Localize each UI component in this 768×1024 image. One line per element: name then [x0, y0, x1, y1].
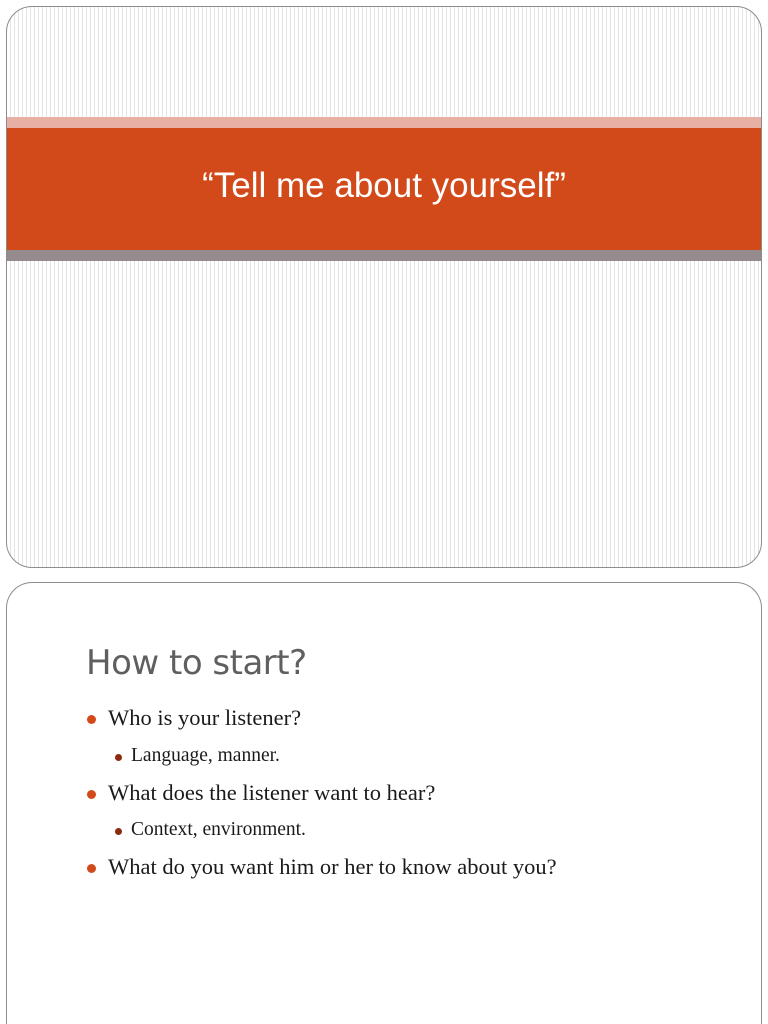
sub-bullet-dot-icon — [115, 754, 122, 761]
bullet-dot-icon — [87, 790, 96, 799]
sub-bullet-dot-icon — [115, 828, 122, 835]
bullet-text: What do you want him or her to know about you? — [108, 854, 557, 879]
bullet-dot-icon — [87, 715, 96, 724]
bullet-item — [108, 705, 301, 731]
sub-bullet-text: Language, manner. — [131, 745, 280, 766]
title-slide — [6, 6, 762, 568]
slide-title: “Tell me about yourself” — [202, 166, 566, 205]
sub-bullet-item — [131, 819, 306, 841]
title-band — [7, 128, 761, 250]
sub-bullet-text: Context, environment. — [131, 819, 306, 840]
bullet-list — [7, 583, 761, 1024]
bullet-dot-icon — [87, 864, 96, 873]
title-band-bottom-stripe — [7, 250, 761, 261]
title-band-top-stripe — [7, 117, 761, 128]
slide-heading: How to start? — [86, 643, 307, 683]
bullet-text: What does the listener want to hear? — [108, 780, 436, 805]
bullet-item — [108, 854, 557, 880]
bullet-item — [108, 780, 435, 806]
content-slide — [6, 582, 762, 1024]
sub-bullet-item — [131, 745, 280, 767]
bullet-text: Who is your listener? — [108, 705, 302, 730]
